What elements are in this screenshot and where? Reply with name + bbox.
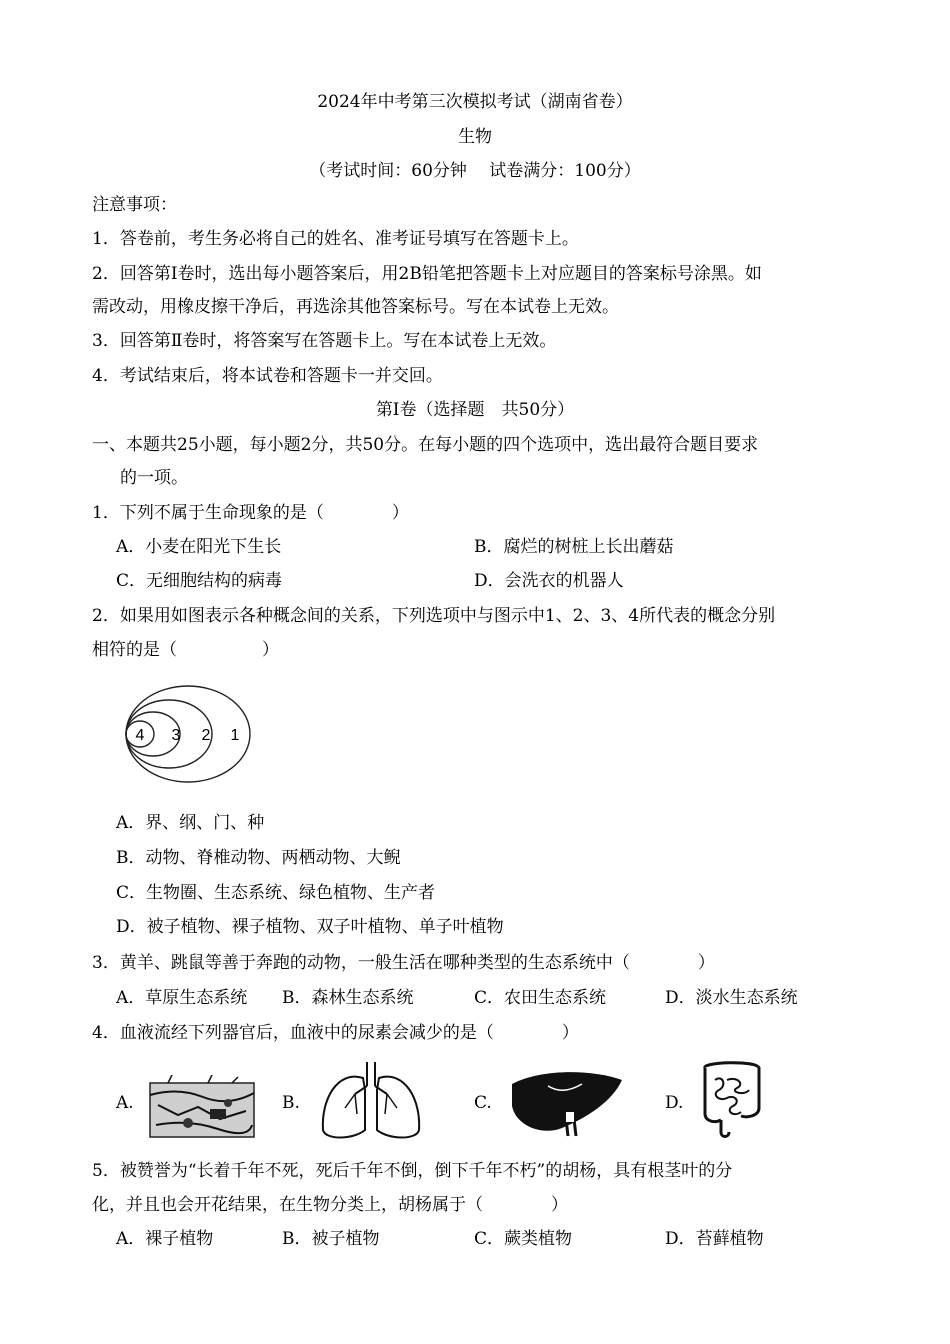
- q5-option-a: A．裸子植物: [116, 1229, 214, 1249]
- q5-option-c: C．蕨类植物: [474, 1229, 573, 1249]
- lungs-organ-image: [317, 1060, 425, 1142]
- q3-option-b: B．森林生态系统: [282, 988, 414, 1008]
- section-instruction-b: 的一项。: [120, 468, 188, 488]
- q4-option-d-label: D.: [665, 1093, 684, 1113]
- note-2a: 2．回答第Ⅰ卷时，选出每小题答案后，用2B铅笔把答题卡上对应题目的答案标号涂黑。如: [92, 264, 762, 284]
- note-4: 4．考试结束后，将本试卷和答题卡一并交回。: [92, 366, 443, 386]
- intestine-organ-image: [697, 1058, 767, 1140]
- concept-ellipses-diagram: [118, 682, 258, 786]
- q4-option-a-label: A.: [116, 1093, 134, 1113]
- q2-option-a: A．界、纲、门、种: [116, 813, 265, 833]
- q2-option-d: D．被子植物、裸子植物、双子叶植物、单子叶植物: [116, 917, 504, 937]
- section-title: 第Ⅰ卷（选择题 共50分）: [375, 400, 575, 420]
- q3-option-d: D．淡水生态系统: [665, 988, 798, 1008]
- label-3: 3: [171, 727, 181, 744]
- q1-option-c: C．无细胞结构的病毒: [116, 571, 283, 591]
- label-4: 4: [135, 727, 145, 744]
- section-instruction-a: 一、本题共25小题，每小题2分，共50分。在每小题的四个选项中，选出最符合题目要求: [92, 435, 759, 455]
- note-2b: 需改动，用橡皮擦干净后，再选涂其他答案标号。写在本试卷上无效。: [92, 297, 619, 317]
- q5-option-d: D．苔藓植物: [665, 1229, 764, 1249]
- q3-option-a: A．草原生态系统: [116, 988, 248, 1008]
- q2-option-c: C．生物圈、生态系统、绿色植物、生产者: [116, 883, 436, 903]
- q5-stem-b: 化，并且也会开花结果，在生物分类上，胡杨属于（ ）: [92, 1195, 568, 1215]
- q4-stem: 4．血液流经下列器官后，血液中的尿素会减少的是（ ）: [92, 1023, 579, 1043]
- q5-option-b: B．被子植物: [282, 1229, 380, 1249]
- liver-organ-image: [508, 1066, 626, 1138]
- exam-info: （考试时间：60分钟 试卷满分：100分）: [309, 161, 641, 181]
- q1-option-b: B．腐烂的树桩上长出蘑菇: [474, 537, 674, 557]
- notes-heading: 注意事项：: [92, 195, 177, 215]
- q5-stem-a: 5．被赞誉为“长着千年不死，死后千年不倒，倒下千年不朽”的胡杨，具有根茎叶的分: [92, 1161, 733, 1181]
- q4-option-c-label: C.: [474, 1093, 492, 1113]
- q2-stem-a: 2．如果用如图表示各种概念间的关系，下列选项中与图示中1、2、3、4所代表的概念分别: [92, 606, 776, 626]
- q1-option-a: A．小麦在阳光下生长: [116, 537, 282, 557]
- note-1: 1．答卷前，考生务必将自己的姓名、准考证号填写在答题卡上。: [92, 229, 579, 249]
- subject-title: 生物: [458, 127, 492, 147]
- q3-option-c: C．农田生态系统: [474, 988, 607, 1008]
- page-title: 2024年中考第三次模拟考试（湖南省卷）: [317, 92, 633, 112]
- q1-stem: 1．下列不属于生命现象的是（ ）: [92, 503, 409, 523]
- q2-option-b: B．动物、脊椎动物、两栖动物、大鲵: [116, 848, 401, 868]
- label-2: 2: [201, 727, 211, 744]
- q2-stem-b: 相符的是（ ）: [92, 640, 279, 660]
- skin-organ-image: [148, 1075, 258, 1139]
- note-3: 3．回答第Ⅱ卷时，将答案写在答题卡上。写在本试卷上无效。: [92, 331, 557, 351]
- label-1: 1: [230, 727, 240, 744]
- q3-stem: 3．黄羊、跳鼠等善于奔跑的动物，一般生活在哪种类型的生态系统中（ ）: [92, 953, 715, 973]
- q1-option-d: D．会洗衣的机器人: [474, 571, 624, 591]
- q4-option-b-label: B.: [282, 1093, 300, 1113]
